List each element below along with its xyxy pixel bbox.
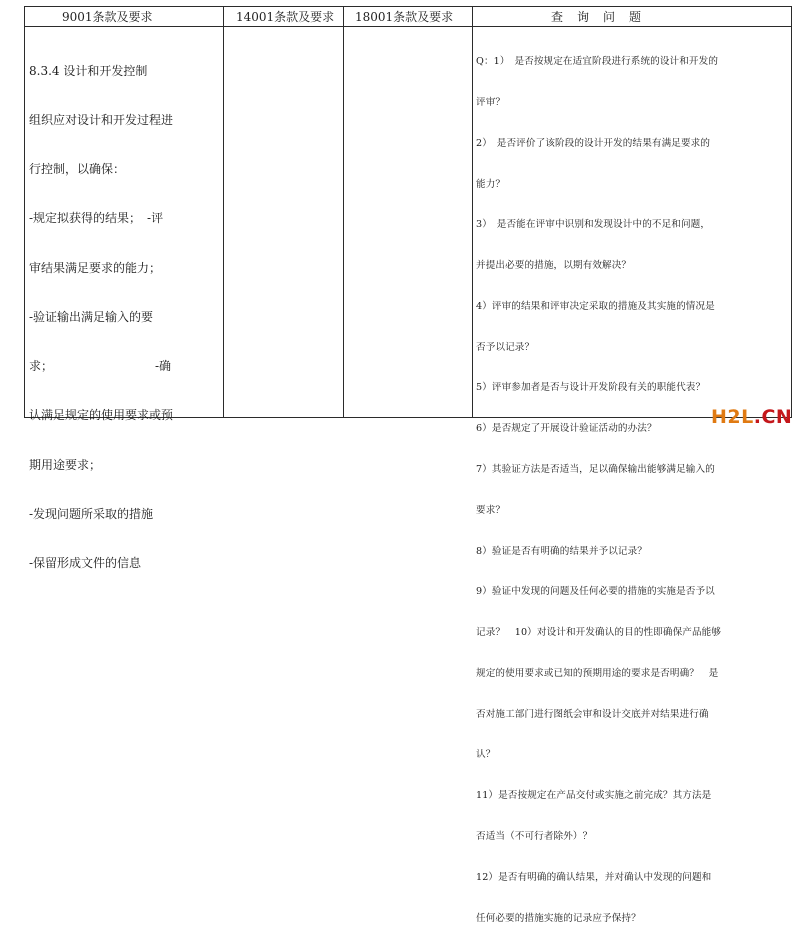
header-bottom-border — [24, 26, 792, 27]
question-line: 7）其验证方法是否适当，足以确保输出能够满足输入的 — [476, 464, 715, 475]
question-line: 认？ — [476, 749, 496, 761]
clause-line: 认满足规定的使用要求或预 — [29, 408, 174, 423]
column-divider-3 — [472, 6, 473, 417]
question-line: 记录？ 10）对设计和开发确认的目的性即确保产品能够 — [476, 627, 722, 639]
header-query-questions: 查 询 问 题 — [551, 10, 643, 24]
clause-9001-content — [29, 30, 219, 604]
column-divider-2 — [343, 6, 344, 417]
table-left-border — [24, 6, 25, 417]
question-line: 6）是否规定了开展设计验证活动的办法？ — [476, 423, 657, 435]
table-top-border — [24, 6, 792, 7]
question-line: 要求？ — [476, 504, 506, 516]
h2l-watermark-logo — [711, 406, 792, 428]
question-line: 规定的使用要求或已知的预期用途的要求是否明确？ 是 — [476, 667, 719, 679]
column-divider-1 — [223, 6, 224, 417]
clause-line: -发现问题所采取的措施 — [29, 506, 154, 521]
question-line: Q：1） 是否按规定在适宜阶段进行系统的设计和开发的 — [476, 56, 719, 68]
clause-line: 8.3.4 设计和开发控制 — [29, 63, 148, 78]
clause-line: 期用途要求； — [29, 457, 102, 472]
question-line: 9）验证中发现的问题及任何必要的措施的实施是否予以 — [476, 586, 715, 598]
question-line: 2） 是否评价了该阶段的设计开发的结果有满足要求的 — [476, 137, 711, 149]
clause-line: -保留形成文件的信息 — [29, 556, 142, 570]
question-line: 3） 是否能在评审中识别和发现设计中的不足和问题， — [476, 219, 711, 231]
header-9001: 9001条款及要求 — [62, 10, 153, 24]
question-line: 能力？ — [476, 178, 506, 190]
question-line: 并提出必要的措施，以期有效解决？ — [476, 260, 632, 272]
header-18001: 18001条款及要求 — [355, 10, 454, 24]
clause-line: 组织应对设计和开发过程进 — [29, 113, 174, 128]
clause-line: 审结果满足要求的能力； — [29, 260, 162, 275]
clause-line: 求； -确 — [29, 359, 172, 374]
question-line: 评审？ — [476, 96, 506, 108]
question-line: 否适当（不可行者除外）？ — [476, 831, 593, 843]
question-line: 5）评审参加者是否与设计开发阶段有关的职能代表？ — [476, 382, 706, 394]
question-line: 8）验证是否有明确的结果并予以记录？ — [476, 545, 647, 557]
question-line: 否对施工部门进行图纸会审和设计交底并对结果进行确 — [476, 708, 709, 720]
clause-line: -验证输出满足输入的要 — [29, 309, 154, 324]
question-line: 否予以记录？ — [476, 341, 535, 353]
question-line: 任何必要的措施实施的记录应予保持？ — [476, 912, 641, 924]
question-line: 12）是否有明确的确认结果，并对确认中发现的问题和 — [476, 871, 712, 883]
clause-line: -规定拟获得的结果； -评 — [29, 211, 164, 226]
watermark-h2l: H2L — [711, 406, 754, 428]
question-line: 4）评审的结果和评审决定采取的措施及其实施的情况是 — [476, 300, 715, 312]
header-14001: 14001条款及要求 — [236, 10, 335, 24]
question-line: 11）是否按规定在产品交付或实施之前完成？其方法是 — [476, 790, 712, 802]
watermark-cn: .CN — [753, 406, 793, 428]
table-right-border — [791, 6, 792, 417]
query-questions-content — [476, 28, 788, 952]
clause-line: 行控制，以确保： — [29, 162, 126, 177]
